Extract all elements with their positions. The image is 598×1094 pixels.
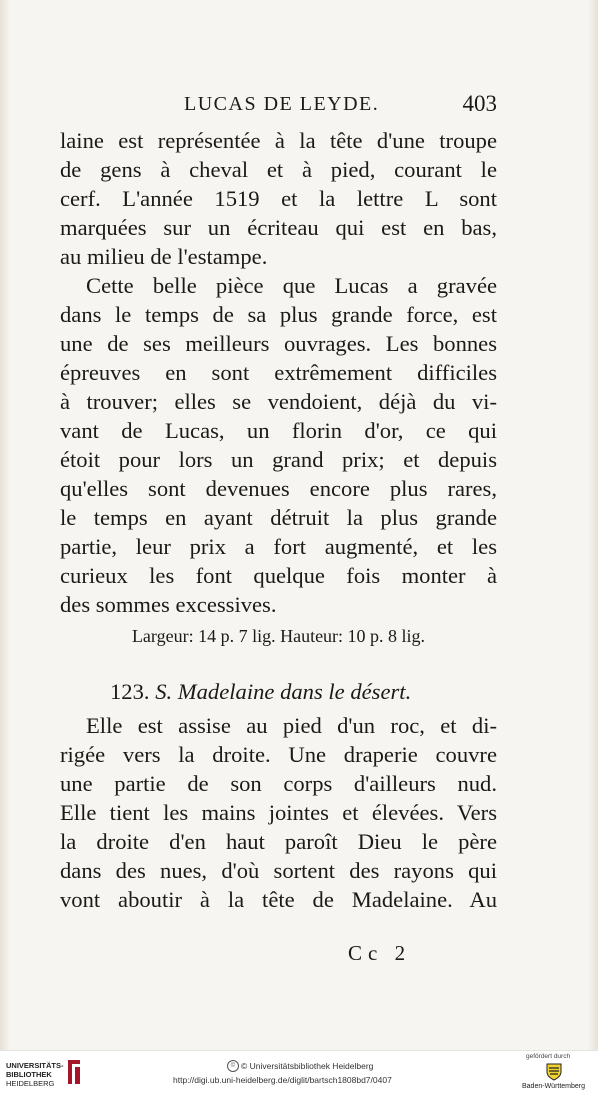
text-line: de gens à cheval et à pied, courant le (60, 157, 497, 182)
page-number: 403 (462, 91, 497, 116)
library-logo[interactable] (6, 1057, 96, 1091)
funder-label: gefördert durch (526, 1053, 571, 1060)
text-line: vont aboutir à la tête de Madelaine. Au (60, 887, 497, 912)
page-edge-shadow-right (588, 0, 598, 1050)
text-line: étoit pour lors un grand prix; et depuis (60, 447, 497, 472)
text-line: le temps en ayant détruit la plus grande (60, 505, 497, 530)
entry-number: 123. (110, 679, 150, 704)
copyright-icon: © (227, 1060, 239, 1072)
copyright-text: © Universitätsbibliothek Heidelberg (241, 1061, 374, 1071)
body-text (60, 126, 497, 914)
library-name-line: HEIDELBERG (6, 1079, 55, 1088)
text-line: Cette belle pièce que Lucas a gravée (86, 273, 497, 298)
entry-heading (60, 677, 497, 707)
text-line: dans le temps de sa plus grande force, est (60, 302, 497, 327)
coat-of-arms-icon (545, 1063, 563, 1081)
text-line: marquées sur un écriteau qui est en bas, (60, 215, 497, 240)
library-mark-icon (67, 1058, 81, 1086)
text-line: épreuves en sont extrêmement difficiles (60, 360, 497, 385)
text-line: cerf. L'année 1519 et la lettre L sont (60, 186, 497, 211)
page-header (60, 91, 497, 121)
running-title: LUCAS DE LEYDE. (184, 93, 380, 115)
text-line: des sommes excessives. (60, 592, 277, 617)
text-line: rigée vers la droite. Une draperie couvre (60, 742, 497, 767)
text-line: partie, leur prix a fort augmenté, et les (60, 534, 497, 559)
funder-name: Baden-Württemberg (522, 1083, 586, 1090)
text-line: au milieu de l'estampe. (60, 244, 268, 269)
text-line: qu'elles sont devenues encore plus rares, (60, 476, 497, 501)
page-edge-shadow-left (0, 0, 10, 1050)
permalink-url[interactable]: http://digi.ub.uni-heidelberg.de/diglit/bartsch1808bd7/0407 (173, 1075, 392, 1085)
text-line: une partie de son corps d'ailleurs nud. (60, 771, 497, 796)
text-line: laine est représentée à la tête d'une troupe (60, 128, 497, 153)
paragraph-2 (60, 271, 497, 619)
text-line: Elle est assise au pied d'un roc, et di- (86, 713, 497, 738)
library-name-line: UNIVERSITÄTS- (6, 1061, 64, 1070)
entry-title: S. Madelaine dans le désert. (155, 679, 412, 704)
text-line: une de ses meilleurs ouvrages. Les bonnes (60, 331, 497, 356)
text-line: vant de Lucas, un florin d'or, ce qui (60, 418, 497, 443)
plate-dimensions: Largeur: 14 p. 7 lig. Hauteur: 10 p. 8 lig. (131, 626, 426, 646)
text-line: à trouver; elles se vendoient, déjà du vi- (60, 389, 497, 414)
paragraph-3 (60, 711, 497, 914)
paragraph-1 (60, 126, 497, 271)
text-line: dans des nues, d'où sortent des rayons qui (60, 858, 497, 883)
library-name-line: BIBLIOTHEK (6, 1070, 52, 1079)
text-line: Elle tient les mains jointes et élevées. Vers (60, 800, 497, 825)
viewer-footer (0, 1050, 598, 1094)
signature-mark: Cc 2 (348, 941, 412, 965)
text-line: la droite d'en haut paroît Dieu le père (60, 829, 497, 854)
text-line: curieux les font quelque fois monter à (60, 563, 497, 588)
